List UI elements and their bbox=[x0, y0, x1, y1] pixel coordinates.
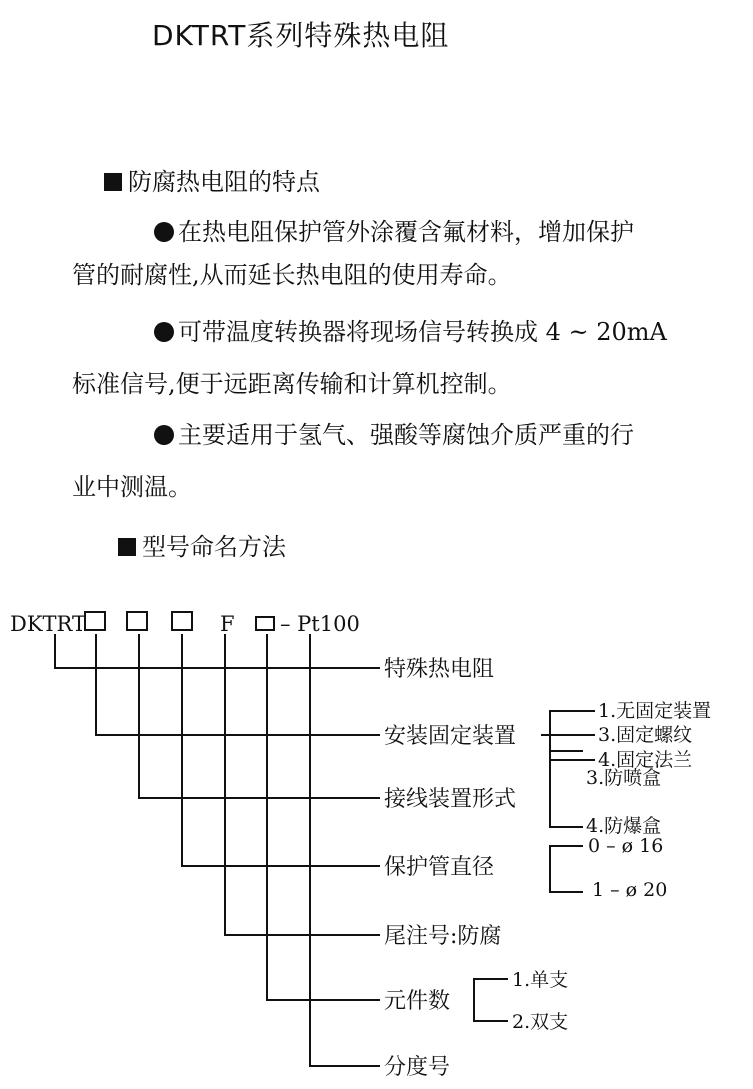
model-prefix: DKTRT bbox=[10, 612, 86, 636]
element-bracket bbox=[474, 979, 508, 1021]
diameter-bracket bbox=[550, 846, 583, 892]
features-heading-text: 防腐热电阻的特点 bbox=[128, 168, 320, 196]
feature-3-text-a: 主要适用于氢气、强酸等腐蚀介质严重的行 bbox=[178, 421, 634, 449]
label-graduation: 分度号 bbox=[384, 1055, 451, 1080]
junction-bracket bbox=[550, 751, 583, 827]
connector-line-5 bbox=[225, 634, 380, 935]
feature-2-text-a: 可带温度转换器将现场信号转换成 4 ~ 20mA bbox=[178, 318, 667, 346]
feature-1-line-2: 管的耐腐性,从而延长热电阻的使用寿命。 bbox=[72, 261, 512, 289]
element-option-1: 1.单支 bbox=[512, 969, 569, 991]
junction-option-3: 3.防喷盒 bbox=[586, 767, 662, 789]
element-option-2: 2.双支 bbox=[512, 1011, 569, 1033]
label-special-rtd: 特殊热电阻 bbox=[384, 657, 495, 682]
model-suffix: – Pt100 bbox=[280, 612, 360, 636]
feature-3-line-2: 业中测温。 bbox=[72, 473, 192, 501]
diameter-option-0: 0 – ø 16 bbox=[588, 835, 664, 857]
label-junction: 接线装置形式 bbox=[384, 787, 517, 812]
page-title: DKTRT系列特殊热电阻 bbox=[152, 19, 450, 52]
code-box-1 bbox=[85, 612, 105, 630]
code-box-2 bbox=[127, 612, 147, 630]
connector-line-1 bbox=[55, 634, 380, 668]
connector-line-3 bbox=[139, 634, 380, 798]
label-diameter: 保护管直径 bbox=[384, 855, 495, 880]
feature-1-text-a: 在热电阻保护管外涂覆含氟材料，增加保护 bbox=[178, 218, 634, 246]
label-suffix: 尾注号:防腐 bbox=[384, 924, 502, 949]
label-elements: 元件数 bbox=[384, 989, 451, 1014]
feature-2-line-2: 标准信号,便于远距离传输和计算机控制。 bbox=[72, 370, 512, 398]
junction-option-4: 4.防爆盒 bbox=[586, 815, 662, 837]
mount-option-3: 3.固定螺纹 bbox=[598, 724, 693, 746]
code-box-4 bbox=[256, 617, 274, 630]
model-f-code: F bbox=[220, 612, 235, 636]
connector-line-7 bbox=[310, 634, 380, 1066]
connector-line-6 bbox=[267, 634, 380, 1000]
diameter-option-1: 1 – ø 20 bbox=[592, 879, 668, 901]
model-heading-text: 型号命名方法 bbox=[142, 533, 286, 561]
mount-option-4: 4.固定法兰 bbox=[598, 749, 693, 771]
code-box-3 bbox=[172, 612, 192, 630]
label-mounting: 安装固定装置 bbox=[384, 724, 517, 749]
mount-option-1: 1.无固定装置 bbox=[598, 700, 712, 722]
